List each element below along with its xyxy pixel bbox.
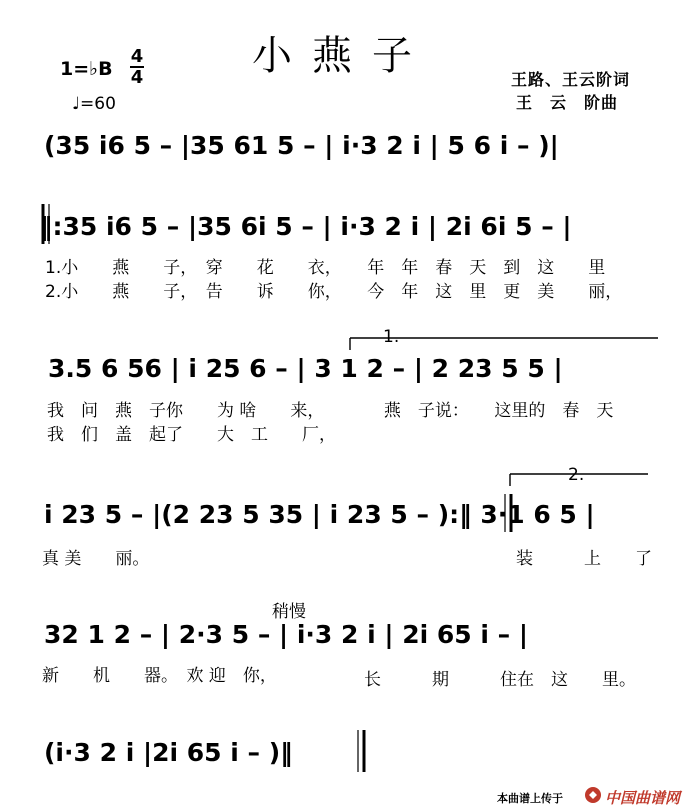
volta-1-label: 1. xyxy=(383,327,400,347)
lyric-line-5-verse-1: 新 机 器。 欢 迎 你， xyxy=(42,666,277,686)
notation-line-4: i 23 5 – |(2 23 5 35 | i 23 5 – ):‖ 3·1 6 5 | xyxy=(44,500,595,529)
lyric-line-4-verse-2: 装 上 了 xyxy=(516,549,652,569)
volta-2-label: 2. xyxy=(568,465,585,485)
tempo-annotation: 稍慢 xyxy=(272,602,306,622)
key-signature: 1=♭B xyxy=(60,58,113,80)
lyric-line-2-verse-2: 2.小 燕 子， 告 诉 你， 今 年 这 里 更 美 丽， xyxy=(45,282,623,302)
notation-line-3: 3.5 6 56 | i 25 6 – | 3 1 2 – | 2 23 5 5 | xyxy=(48,354,563,383)
notation-line-2: ‖:35 i6 5 – |35 6i 5 – | i·3 2 i | 2i 6i 5 – | xyxy=(40,212,572,241)
composer-credit: 王 云 阶曲 xyxy=(516,93,619,112)
time-signature-bottom: 4 xyxy=(130,67,144,88)
notation-line-5: 32 1 2 – | 2·3 5 – | i·3 2 i | 2i 65 i – | xyxy=(44,620,528,649)
footer-brand: 中国曲谱网 xyxy=(605,789,681,807)
time-signature-top: 4 xyxy=(130,46,144,67)
tempo-marking: ♩=60 xyxy=(72,94,116,114)
lyric-line-3-verse-2: 我 们 盖 起了 大 工 厂， xyxy=(47,425,336,445)
notation-line-1: (35 i6 5 – |35 61 5 – | i·3 2 i | 5 6 i – )| xyxy=(44,131,559,160)
lyric-line-4-verse-1: 真 美 丽。 xyxy=(42,549,150,569)
page-title: 小燕子 xyxy=(252,33,432,79)
footer-text: 本曲谱上传于 xyxy=(497,792,563,805)
lyricist-credit: 王路、王云阶词 xyxy=(511,70,631,89)
lyric-line-2-verse-1: 1.小 燕 子， 穿 花 衣， 年 年 春 天 到 这 里 xyxy=(45,258,606,278)
lyric-line-3-verse-1: 我 问 燕 子你 为 啥 来， 燕 子说： 这里的 春 天 xyxy=(47,401,614,421)
notation-line-6: (i·3 2 i |2i 65 i – )‖ xyxy=(44,738,293,767)
lyric-line-5-verse-2: 长 期 住在 这 里。 xyxy=(364,670,636,690)
